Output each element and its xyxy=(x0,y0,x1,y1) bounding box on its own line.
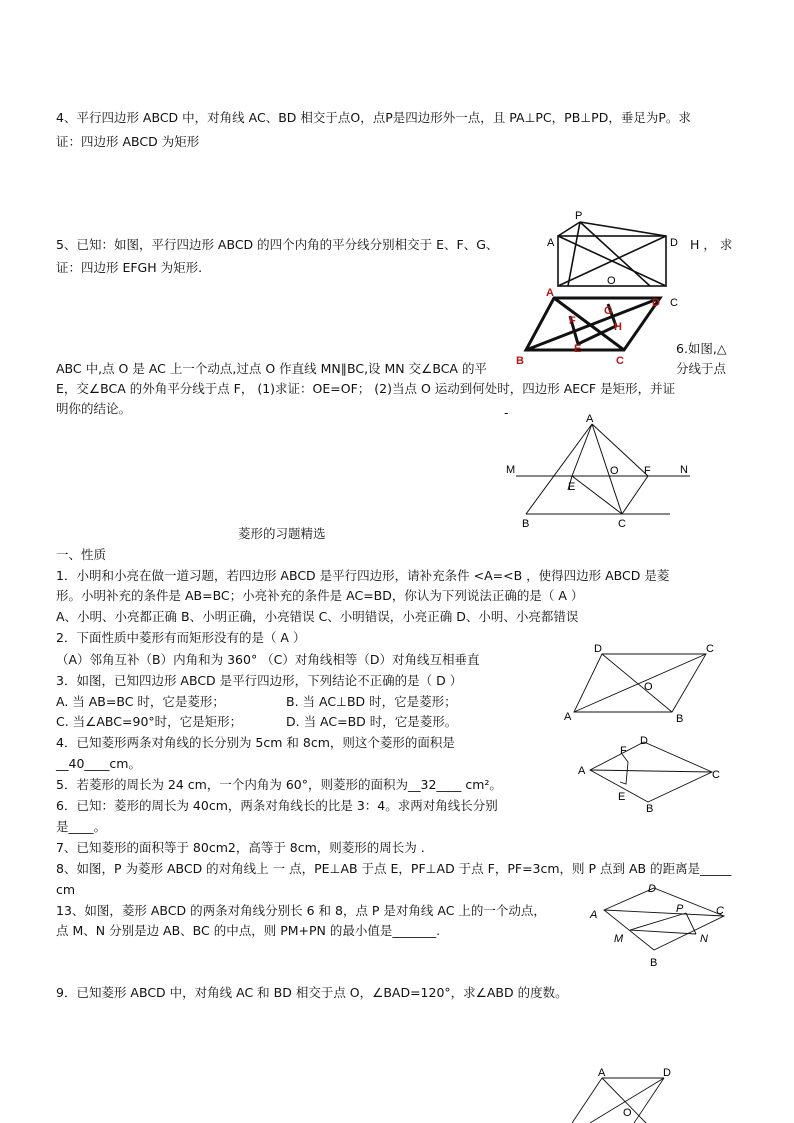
label-M: M xyxy=(614,933,624,945)
label-A: A xyxy=(590,909,598,921)
q3-option-a: A. 当 AB=BC 时，它是菱形； xyxy=(56,694,225,709)
section-title: 菱形的习题精选 xyxy=(238,526,326,541)
label-B: B xyxy=(516,355,524,367)
q4-line-1: 4．已知菱形两条对角线的长分别为 5cm 和 8cm，则这个菱形的面积是 xyxy=(56,735,455,750)
q1-options: A、小明、小亮都正确 B、小明正确，小亮错误 C、小明错误，小亮正确 D、小明、小亮都错误 xyxy=(56,609,579,624)
q9-line-1: 9．已知菱形 ABCD 中，对角线 AC 和 BD 相交于点 O，∠BAD=120°，求∠ABD 的度数。 xyxy=(56,985,568,1000)
label-F: F xyxy=(620,745,627,757)
q13-line-2: 点 M、N 分别是边 AB、BC 的中点，则 PM+PN 的最小值是_______. xyxy=(56,923,441,938)
label-P: P xyxy=(575,210,583,222)
q1-line-1: 1．小明和小亮在做一道习题，若四边形 ABCD 是平行四边形，请补充条件 <A=<B ，使得四边形 ABCD 是菱 xyxy=(56,568,670,583)
problem-5-line-2: 证：四边形 EFGH 为矩形. xyxy=(56,260,203,275)
label-A: A xyxy=(546,287,554,299)
label-P: P xyxy=(676,903,684,915)
label-B: B xyxy=(522,518,530,530)
label-H: H xyxy=(614,321,622,333)
q3-option-c: C. 当∠ABC=90°时，它是矩形； xyxy=(56,714,243,729)
problem-4-line-2: 证：四边形 ABCD 为矩形 xyxy=(56,134,200,149)
label-N: N xyxy=(700,933,708,945)
q6-line-1: 6．已知：菱形的周长为 40cm，两条对角线长的比是 3：4。求两对角线长分别 xyxy=(56,798,498,813)
stray-mark: - xyxy=(504,405,509,420)
label-B: B xyxy=(676,713,684,725)
label-F: F xyxy=(569,315,576,327)
label-C: C xyxy=(670,297,678,309)
label-M: M xyxy=(506,464,516,476)
figure-rhombus-q9 xyxy=(560,1062,680,1123)
label-A: A xyxy=(586,413,594,425)
q3-line-1: 3．如图，已知四边形 ABCD 是平行四边形，下列结论不正确的是（ D ） xyxy=(56,673,463,688)
label-O: O xyxy=(644,681,653,693)
label-C: C xyxy=(618,518,626,530)
label-F: F xyxy=(644,465,651,477)
section-part-1: 一、性质 xyxy=(56,547,107,562)
label-A: A xyxy=(564,711,572,723)
label-D: D xyxy=(670,237,678,249)
label-O: O xyxy=(610,465,619,477)
q3-option-b: B. 当 AC⊥BD 时，它是菱形； xyxy=(286,694,457,709)
label-A: A xyxy=(598,1067,606,1079)
label-E: E xyxy=(574,343,582,355)
label-C: C xyxy=(706,643,714,655)
q8-line-2: cm xyxy=(56,882,76,897)
q4-line-2: __40____cm。 xyxy=(56,756,141,771)
figure-parallelogram-q3 xyxy=(560,642,720,726)
q5-line-1: 5．若菱形的周长为 24 cm，一个内角为 60°，则菱形的面积为__32____ cm²。 xyxy=(56,777,502,792)
label-O: O xyxy=(607,275,616,287)
figure-parallelogram-bisectors xyxy=(512,286,672,370)
figure-rhombus-q8 xyxy=(576,734,726,814)
label-C: C xyxy=(712,769,720,781)
label-N: N xyxy=(680,464,688,476)
label-O: O xyxy=(623,1107,632,1119)
label-B: B xyxy=(650,957,658,969)
q2-options: （A）邻角互补（B）内角和为 360° （C）对角线相等（D）对角线互相垂直 xyxy=(56,652,480,667)
label-D: D xyxy=(640,735,648,747)
q6-line-2: 是____。 xyxy=(56,819,107,834)
label-D: D xyxy=(594,643,602,655)
q8-line-1: 8、如图，P 为菱形 ABCD 的对角线上 一 点，PE⊥AB 于点 E，PF⊥AD 于点 F，PF=3cm，则 P 点到 AB 的距离是_____ xyxy=(56,861,732,876)
problem-6-line-3: 明你的结论。 xyxy=(56,401,132,416)
figure-rhombus-q13 xyxy=(584,880,734,970)
problem-6-line-1: ABC 中,点 O 是 AC 上一个动点,过点 O 作直线 MN∥BC,设 MN 交∠BCA 的平 xyxy=(56,361,487,376)
label-A: A xyxy=(547,237,555,249)
label-A: A xyxy=(578,765,586,777)
label-G: G xyxy=(604,305,613,317)
q7-line-1: 7、已知菱形的面积等于 80cm2，高等于 8cm，则菱形的周长为 . xyxy=(56,840,425,855)
problem-6-line-2: E，交∠BCA 的外角平分线于点 F， (1)求证：OE=OF； (2)当点 O 运动到何处时，四边形 AECF 是矩形，并证 xyxy=(56,381,676,396)
label-C: C xyxy=(716,905,724,917)
problem-5-line-1: 5、已知：如图，平行四边形 ABCD 的四个内角的平分线分别相交于 E、F、G、 xyxy=(56,237,499,252)
q3-option-d: D. 当 AC=BD 时，它是菱形。 xyxy=(286,714,458,729)
label-E: E xyxy=(618,791,626,803)
label-D: D xyxy=(663,1067,671,1079)
q2-line-1: 2．下面性质中菱形有而矩形没有的是（ A ） xyxy=(56,630,306,645)
q13-line-1: 13、如图，菱形 ABCD 的两条对角线分别长 6 和 8，点 P 是对角线 AC 上的一个动点， xyxy=(56,903,546,918)
label-C: C xyxy=(616,355,624,367)
label-D: D xyxy=(648,883,656,895)
problem-4-line-1: 4、平行四边形 ABCD 中，对角线 AC、BD 相交于点O，点P是四边形外一点，且 PA⊥PC，PB⊥PD，垂足为P。求 xyxy=(56,110,691,125)
label-B: B xyxy=(646,803,654,815)
figure-rectangle-p xyxy=(540,206,680,309)
label-E: E xyxy=(568,481,576,493)
problem-6-lead: 6.如图,△ xyxy=(676,341,727,356)
label-D: D xyxy=(652,297,660,309)
problem-5-line-1-end: H ， 求 xyxy=(690,237,733,252)
figure-triangle-mn xyxy=(500,410,700,530)
q1-line-2: 形。小明补充的条件是 AB=BC；小亮补充的条件是 AC=BD，你认为下列说法正确的是（ A ） xyxy=(56,588,584,603)
problem-6-line-1-end: 分线于点 xyxy=(676,361,727,376)
